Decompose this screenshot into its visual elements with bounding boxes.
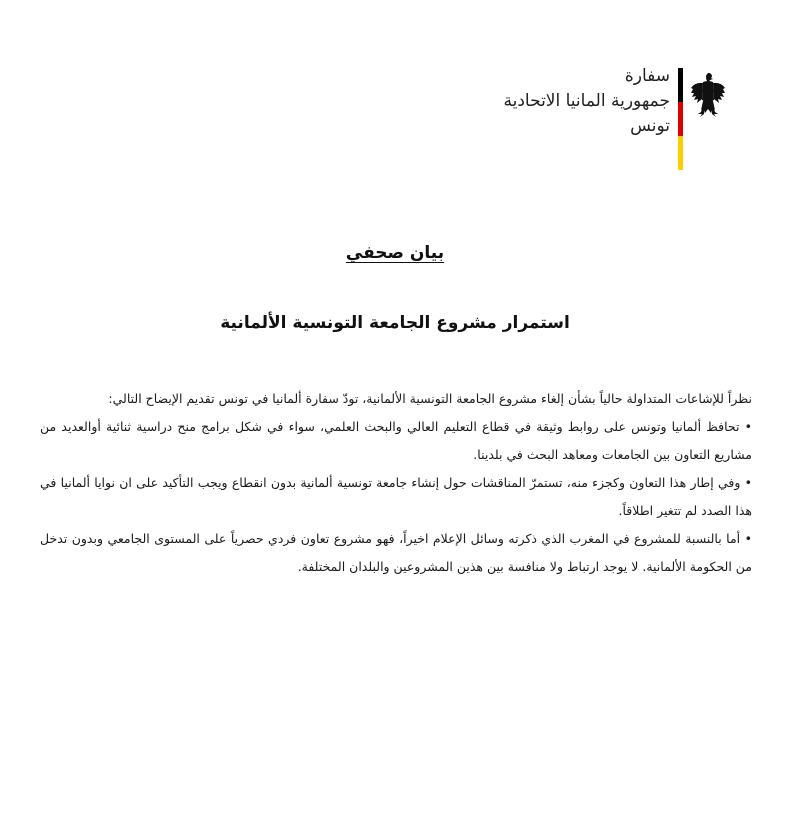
federal-eagle-icon (690, 70, 726, 122)
document-body (40, 385, 752, 581)
intro-paragraph: نظراً للإشاعات المتداولة حالياً بشأن إلغاء مشروع الجامعة التونسية الألمانية، تودّ سفارة ألمانيا في تونس تقديم الإيضاح التالي: (108, 391, 752, 406)
embassy-line-3: تونس (630, 116, 670, 136)
flag-stripe-black (678, 68, 683, 102)
bullet-paragraph-3: • أما بالنسبة للمشروع في المغرب الذي ذكرته وسائل الإعلام اخيراً، فهو مشروع تعاون فردي حصرياً على المستوى الجامعي وبدون تدخل من الحكومة الألمانية. لا يوجد ارتباط ولا منافسة بين هذين المشروعين والبلدان المختلفة. (40, 531, 752, 574)
embassy-letterhead (420, 62, 740, 172)
embassy-name (450, 64, 670, 139)
flag-stripe-red (678, 102, 683, 136)
document-subtitle: استمرار مشروع الجامعة التونسية الألمانية (220, 313, 570, 333)
document-title: بيان صحفي (345, 243, 445, 263)
bullet-paragraph-2: • وفي إطار هذا التعاون وكجزء منه، تستمرّ المناقشات حول إنشاء جامعة تونسية ألمانية بدون انقطاع ويجب التأكيد على ان نوايا ألمانيا في هذا الصدد لم تتغير اطلاقاً. (40, 475, 752, 518)
bullet-paragraph-1: • تحافظ ألمانيا وتونس على روابط وثيقة في قطاع التعليم العالي والبحث العلمي، سواء في شكل برامج منح دراسية ثنائية أوالعديد من مشاريع التعاون بين الجامعات ومعاهد البحث في بلدينا. (40, 419, 752, 462)
embassy-line-2: جمهورية المانيا الاتحادية (503, 91, 670, 111)
german-flag-bar (678, 68, 683, 170)
flag-stripe-gold (678, 136, 683, 170)
embassy-line-1: سفارة (624, 66, 670, 86)
